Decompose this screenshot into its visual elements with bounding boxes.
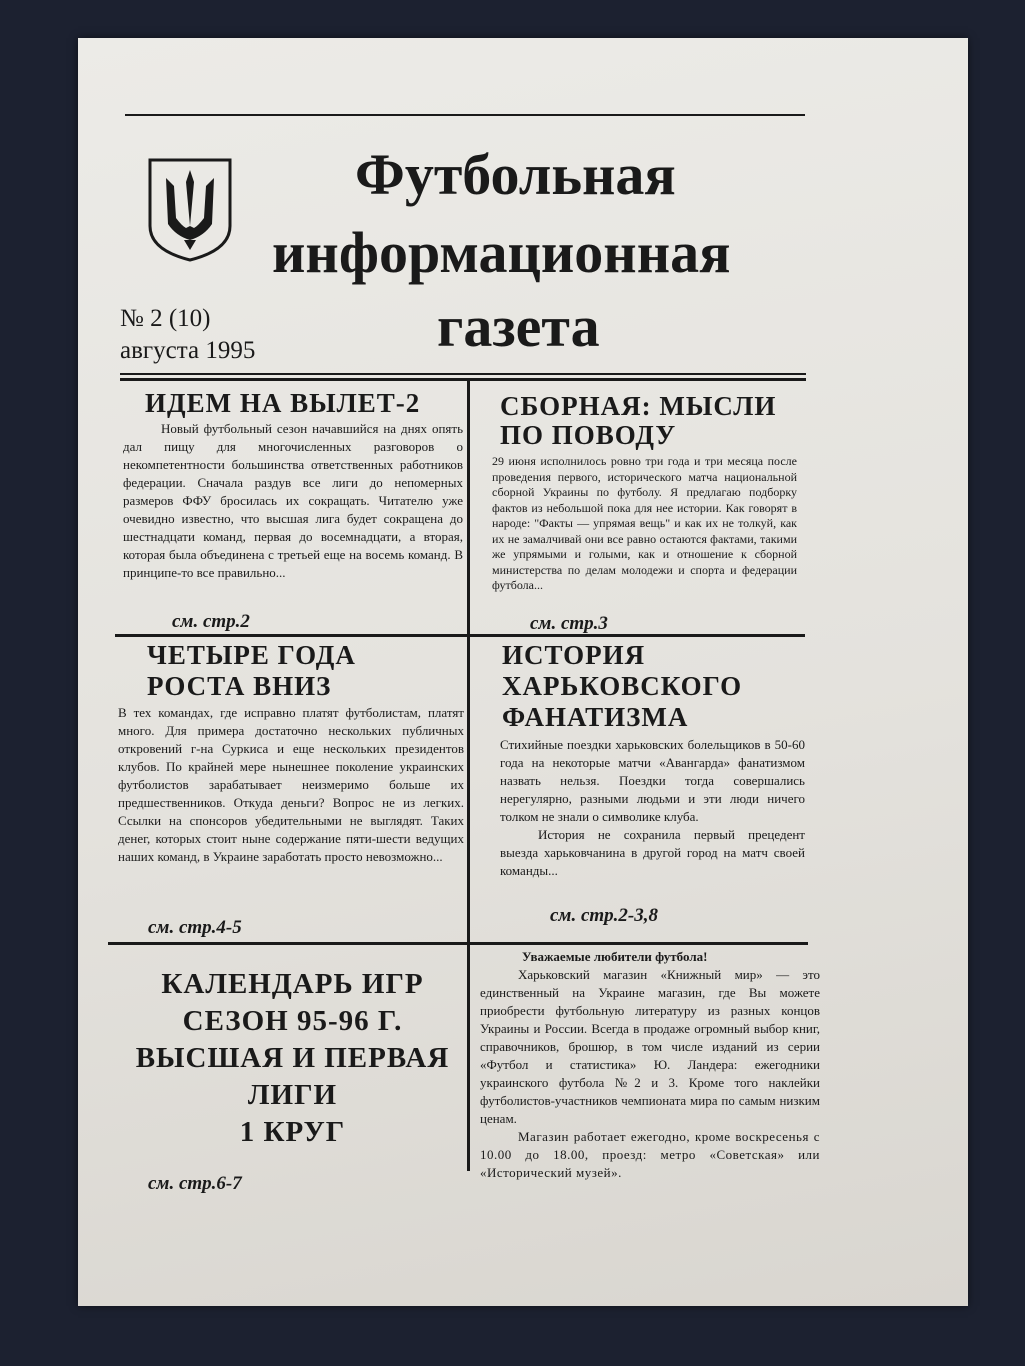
article-body: Новый футбольный сезон начавшийся на днях опять дал пищу для многочисленных разговоров о некомпетентности большинства ответственных работников федерации. Сначала раздув все лиги до непомерных размеров ФФУ бросилась их сокращать. Читателю уже очевидно известно, что высшая лига будет сокращена до шестнадцати команд, первая до восемнадцати, а вторая, которая была объединена с третьей еще на восемь команд. В принципе-то все правильно... — [123, 421, 463, 580]
see-page-link[interactable]: см. стр.6-7 — [148, 1173, 242, 1194]
see-page-link[interactable]: см. стр.3 — [530, 613, 608, 634]
row-divider-1 — [115, 634, 805, 637]
issue-date: августа 1995 — [120, 337, 256, 364]
see-page-link[interactable]: см. стр.2-3,8 — [550, 905, 658, 926]
calendar-headline[interactable]: КАЛЕНДАРЬ ИГР СЕЗОН 95-96 Г. ВЫСШАЯ И ПЕРВАЯ ЛИГИ 1 КРУГ — [135, 968, 450, 1148]
article-body: В тех командах, где исправно платят футболистам, платят много. Для примера достаточно нескольких публичных откровений г-на Суркиса и еще нескольких президентов клубов. По крайней мере нынешнее поколение украинских футболистов зарабатывает неизмеримо больше их предшественников. Откуда деньги? Вопрос не из легких. Ссылки на спонсоров убедительными не выглядят. Таких денег, которых стоит ныне содержание пяти-шести ведущих наших команд, в Украине заработать просто невозможно... — [118, 705, 464, 864]
article-headline[interactable]: ИДЕМ НА ВЫЛЕТ-2 — [145, 388, 421, 418]
see-page-link[interactable]: см. стр.4-5 — [148, 917, 242, 938]
article-body: Стихийные поездки харьковских болельщиков в 50-60 года на некоторые матчи «Авангарда» фанатизмом назвать нельзя. Поездки тогда совершались нерегулярно, разными людьми и эти люди ничего толком не знали о символике клуба. История не сохранила первый прецедент выезда харьковчанина в другой город на матч своей команды... — [500, 737, 805, 878]
ad-paragraph: Магазин работает ежегодно, кроме воскресенья с 10.00 до 18.00, проезд: метро «Советская» или «Исторический музей». — [480, 1129, 820, 1180]
article-headline[interactable]: СБОРНАЯ: МЫСЛИ ПО ПОВОДУ — [500, 391, 777, 450]
masthead-title-line-3: газета — [437, 294, 600, 359]
masthead-title-line-1: Футбольная — [355, 142, 676, 207]
article-body: 29 июня исполнилось ровно три года и три месяца после проведения первого, исторического матча национальной сборной Украины по футболу. Я предлагаю подборку фактов из небольшой пока для нее истории. Как говорят в народе: "Факты — упрямая вещь" и как их не толкуй, как их не замалчивай они все равно остаются фактами, такими же упрямыми и голыми, как и отношение к сборной министерства по делам молодежи и спорта и федерации футбола... — [492, 454, 797, 592]
ad-paragraph: Харьковский магазин «Книжный мир» — это единственный на Украине магазин, где Вы можете приобрести футбольную литературу из разных концов Украины и России. Всегда в продаже огромный выбор книг, справочников, брошюр, в том числе изданий из серии «Футбол и статистика» Ю. Ландера: ежегодники украинского футбола №2 и 3. Кроме того наклейки футболистов-участников чемпионата мира по самым низким ценам. — [480, 967, 820, 1126]
top-rule — [125, 114, 805, 116]
row-divider-2 — [108, 942, 808, 945]
issue-number: № 2 (10) — [120, 305, 211, 332]
article-headline[interactable]: ИСТОРИЯ ХАРЬКОВСКОГО ФАНАТИЗМА — [502, 640, 743, 732]
masthead-rule-top — [120, 373, 806, 375]
ad-heading: Уважаемые любители футбола! — [522, 949, 708, 964]
article-headline[interactable]: ЧЕТЫРЕ ГОДА РОСТА ВНИЗ — [147, 640, 356, 701]
column-divider — [467, 381, 470, 1171]
masthead-title-line-2: информационная — [272, 220, 731, 285]
see-page-link[interactable]: см. стр.2 — [172, 611, 250, 632]
bookstore-ad — [480, 948, 820, 1182]
masthead-rule-bottom — [120, 378, 806, 381]
trident-emblem-icon — [146, 156, 234, 264]
